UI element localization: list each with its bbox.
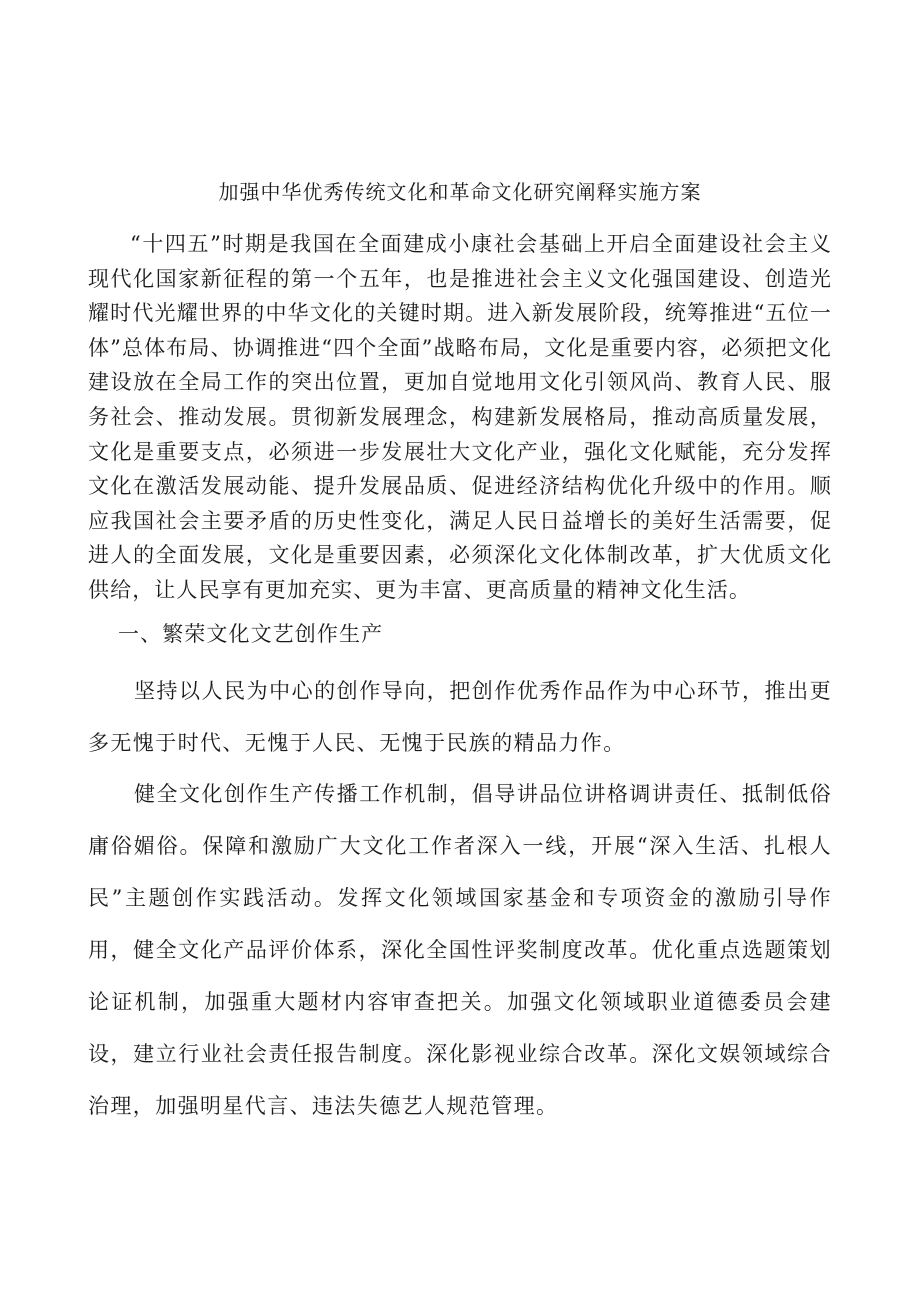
section-heading: 一、繁荣文化文艺创作生产 [118, 622, 384, 646]
intro-paragraph: “十四五”时期是我国在全面建成小康社会基础上开启全面建设社会主义现代化国家新征程的第一个五年，也是推进社会主义文化强国建设、创造光耀时代光耀世界的中华文化的关键时期。进入新发展阶段，统筹推进“五位一体”总体布局、协调推进“四个全面”战略布局，文化是重要内容，必须把文化建设放在全局工作的突出位置，更加自觉地用文化引领风尚、教育人民、服务社会、推动发展。贯彻新发展理念，构建新发展格局，推动高质量发展，文化是重要支点，必须进一步发展壮大文化产业，强化文化赋能，充分发挥文化在激活发展动能、提升发展品质、促进经济结构优化升级中的作用。顺应我国社会主要矛盾的历史性变化，满足人民日益增长的美好生活需要，促进人的全面发展，文化是重要因素，必须深化文化体制改革，扩大优质文化供给，让人民享有更加充实、更为丰富、更高质量的精神文化生活。 [88, 232, 832, 602]
document-title: 加强中华优秀传统文化和革命文化研究阐释实施方案 [218, 180, 702, 204]
body-paragraph: 健全文化创作生产传播工作机制，倡导讲品位讲格调讲责任、抵制低俗庸俗媚俗。保障和激励广大文化工作者深入一线，开展“深入生活、扎根人民”主题创作实践活动。发挥文化领域国家基金和专项资金的激励引导作用，健全文化产品评价体系，深化全国性评奖制度改革。优化重点选题策划论证机制，加强重大题材内容审查把关。加强文化领域职业道德委员会建设，建立行业社会责任报告制度。深化影视业综合改革。深化文娱领域综合治理，加强明星代言、违法失德艺人规范管理。 [88, 782, 832, 1118]
body-paragraph: 坚持以人民为中心的创作导向，把创作优秀作品作为中心环节，推出更多无愧于时代、无愧于人民、无愧于民族的精品力作。 [88, 679, 832, 755]
